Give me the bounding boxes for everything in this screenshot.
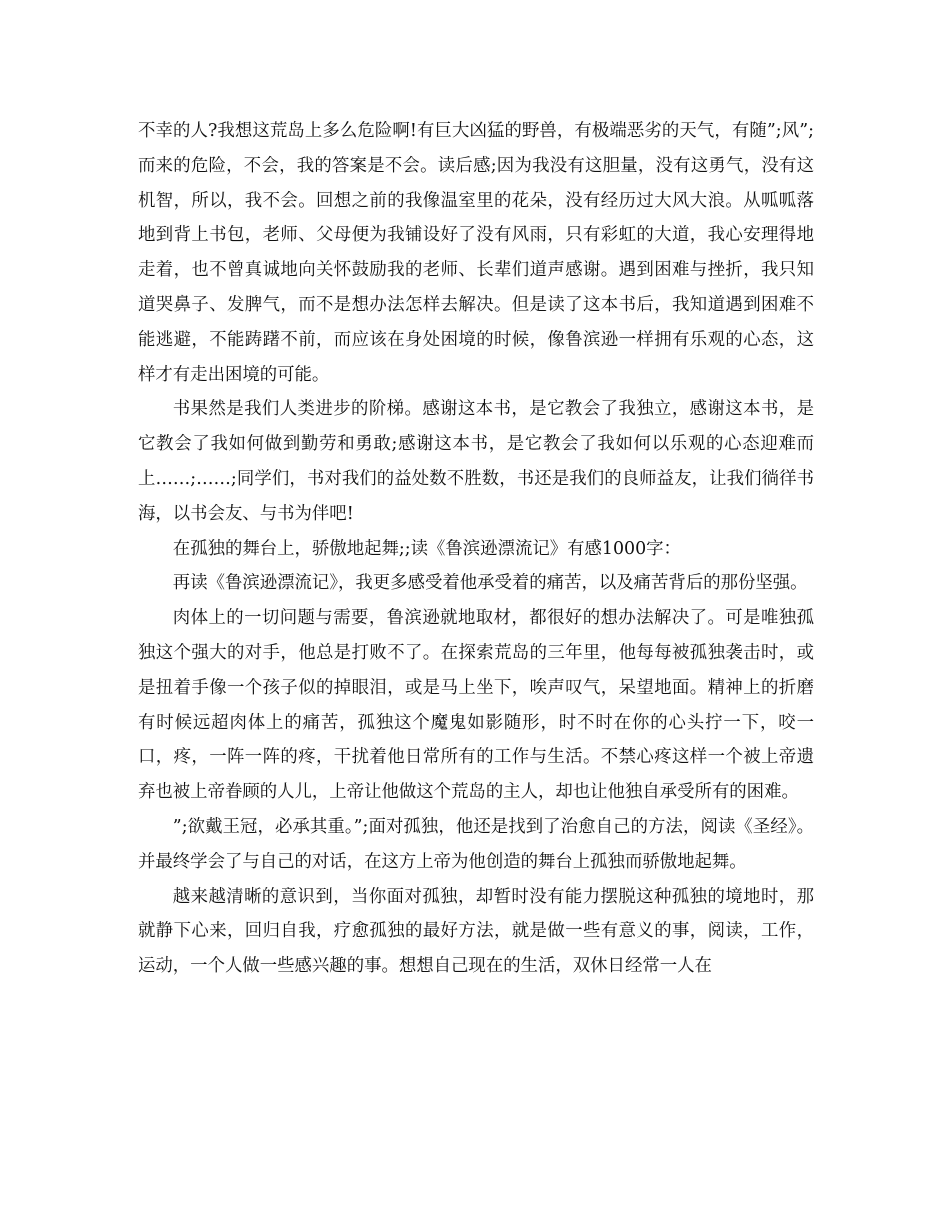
paragraph: 在孤独的舞台上，骄傲地起舞;;读《鲁滨逊漂流记》有感1000字： [172,538,681,559]
paragraph: 再读《鲁滨逊漂流记》，我更多感受着他承受着的痛苦，以及痛苦背后的那份坚强。 [172,573,808,594]
paragraph: 肉体上的一切问题与需要，鲁滨逊就地取材，都很好的想办法解决了。可是唯独孤独这个强大的对手，他总是打败不了。在探索荒岛的三年里，他每每被孤独袭击时，或是扭着手像一个孩子似的掉眼泪，或是马上坐下，唉声叹气，呆望地面。精神上的折磨有时候远超肉体上的痛苦，孤独这个魔鬼如影随形，时不时在你的心头拧一下，咬一口，疼，一阵一阵的疼，干扰着他日常所有的工作与生活。不禁心疼这样一个被上帝遗弃也被上帝眷顾的人儿，上帝让他做这个荒岛的主人，却也让他独自承受所有的困难。 [138,608,814,803]
paragraph: 书果然是我们人类进步的阶梯。感谢这本书，是它教会了我独立，感谢这本书，是它教会了我如何做到勤劳和勇敢;感谢这本书，是它教会了我如何以乐观的心态迎难而上……;……;同学们，书对我们的益处数不胜数，书还是我们的良师益友，让我们徜徉书海，以书会友、与书为伴吧! [138,399,814,524]
paragraph: ”;欲戴王冠，必承其重。”;面对孤独，他还是找到了治愈自己的方法，阅读《圣经》。并最终学会了与自己的对话，在这方上帝为他创造的舞台上孤独而骄傲地起舞。 [138,816,814,872]
document-page [138,114,814,984]
paragraph: 不幸的人?我想这荒岛上多么危险啊!有巨大凶猛的野兽，有极端恶劣的天气，有随”;风”;而来的危险，不会，我的答案是不会。读后感;因为我没有这胆量，没有这勇气，没有这机智，所以，我不会。回想之前的我像温室里的花朵，没有经历过大风大浪。从呱呱落地到背上书包，老师、父母便为我铺设好了没有风雨，只有彩虹的大道，我心安理得地走着，也不曾真诚地向关怀鼓励我的老师、长辈们道声感谢。遇到困难与挫折，我只知道哭鼻子、发脾气，而不是想办法怎样去解决。但是读了这本书后，我知道遇到困难不能逃避，不能踌躇不前，而应该在身处困境的时候，像鲁滨逊一样拥有乐观的心态，这样才有走出困境的可能。 [138,121,814,385]
paragraph: 越来越清晰的意识到，当你面对孤独，却暂时没有能力摆脱这种孤独的境地时，那就静下心来，回归自我，疗愈孤独的最好方法，就是做一些有意义的事，阅读，工作，运动，一个人做一些感兴趣的事。想想自己现在的生活，双休日经常一人在 [138,886,814,977]
